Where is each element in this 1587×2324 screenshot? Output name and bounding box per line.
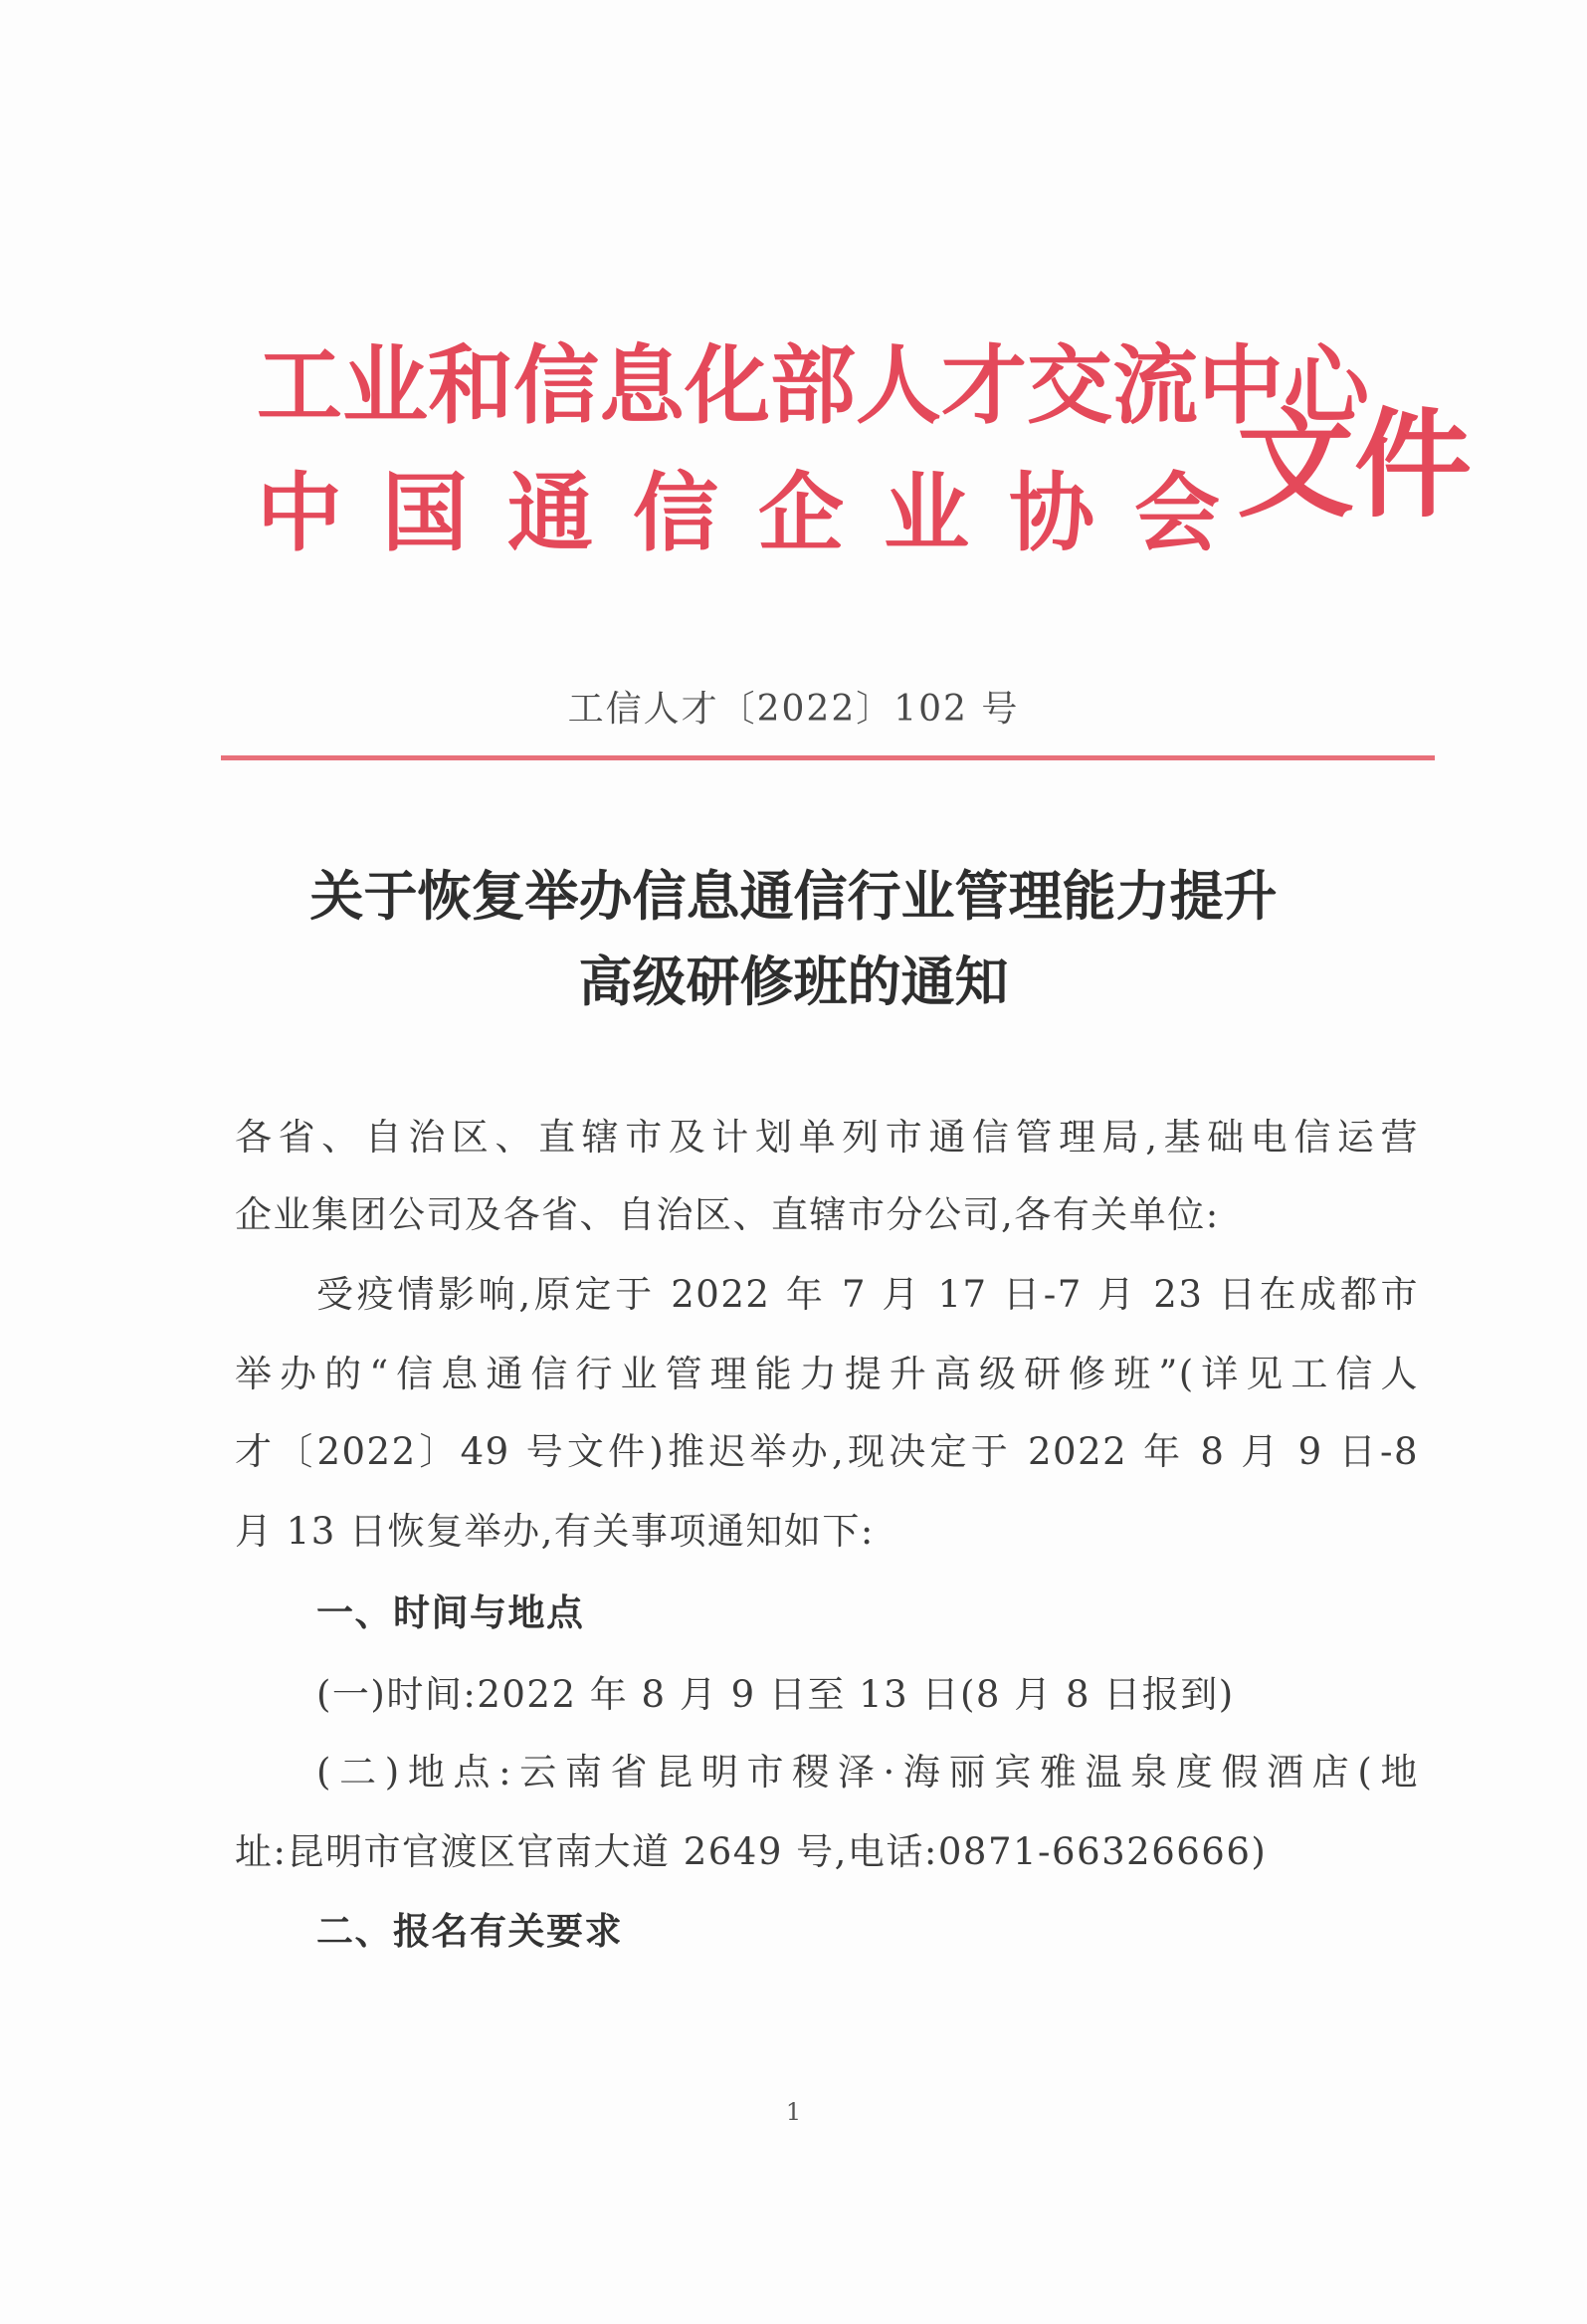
paragraph-line: 举办的“信息通信行业管理能力提升高级研修班”(详见工信人: [235, 1353, 1419, 1395]
paragraph-line: 月 13 日恢复举办,有关事项通知如下:: [235, 1510, 875, 1553]
addressee-line-2: 企业集团公司及各省、自治区、直辖市分公司,各有关单位:: [235, 1193, 1220, 1236]
issuer-name-1: 工业和信息化部人才交流中心: [257, 336, 1369, 436]
addressee-line-1: 各省、自治区、直辖市及计划单列市通信管理局,基础电信运营: [235, 1116, 1419, 1159]
section-heading-2: 二、报名有关要求: [316, 1910, 623, 1953]
paragraph-line: 受疫情影响,原定于 2022 年 7 月 17 日-7 月 23 日在成都市: [316, 1273, 1419, 1316]
time-item: (一)时间:2022 年 8 月 9 日至 13 日(8 月 8 日报到): [316, 1673, 1235, 1716]
location-item-line-1: (二)地点:云南省昆明市稷泽·海丽宾雅温泉度假酒店(地: [316, 1751, 1419, 1794]
red-letterhead: [257, 317, 1473, 575]
paragraph-line: 才〔2022〕49 号文件)推迟举办,现决定于 2022 年 8 月 9 日-8: [235, 1430, 1419, 1473]
notice-title-line-2: 高级研修班的通知: [578, 951, 1009, 1013]
notice-title-line-1: 关于恢复举办信息通信行业管理能力提升: [309, 865, 1278, 928]
document-number: 工信人才〔2022〕102 号: [567, 689, 1020, 730]
red-divider: [221, 755, 1435, 760]
document-label: 文件: [1237, 396, 1473, 533]
location-item-line-2: 址:昆明市官渡区官南大道 2649 号,电话:0871-66326666): [235, 1830, 1268, 1873]
section-heading-1: 一、时间与地点: [316, 1591, 585, 1634]
page-number: 1: [785, 2098, 802, 2126]
issuer-name-2: 中国通信企业协会: [257, 464, 1260, 563]
